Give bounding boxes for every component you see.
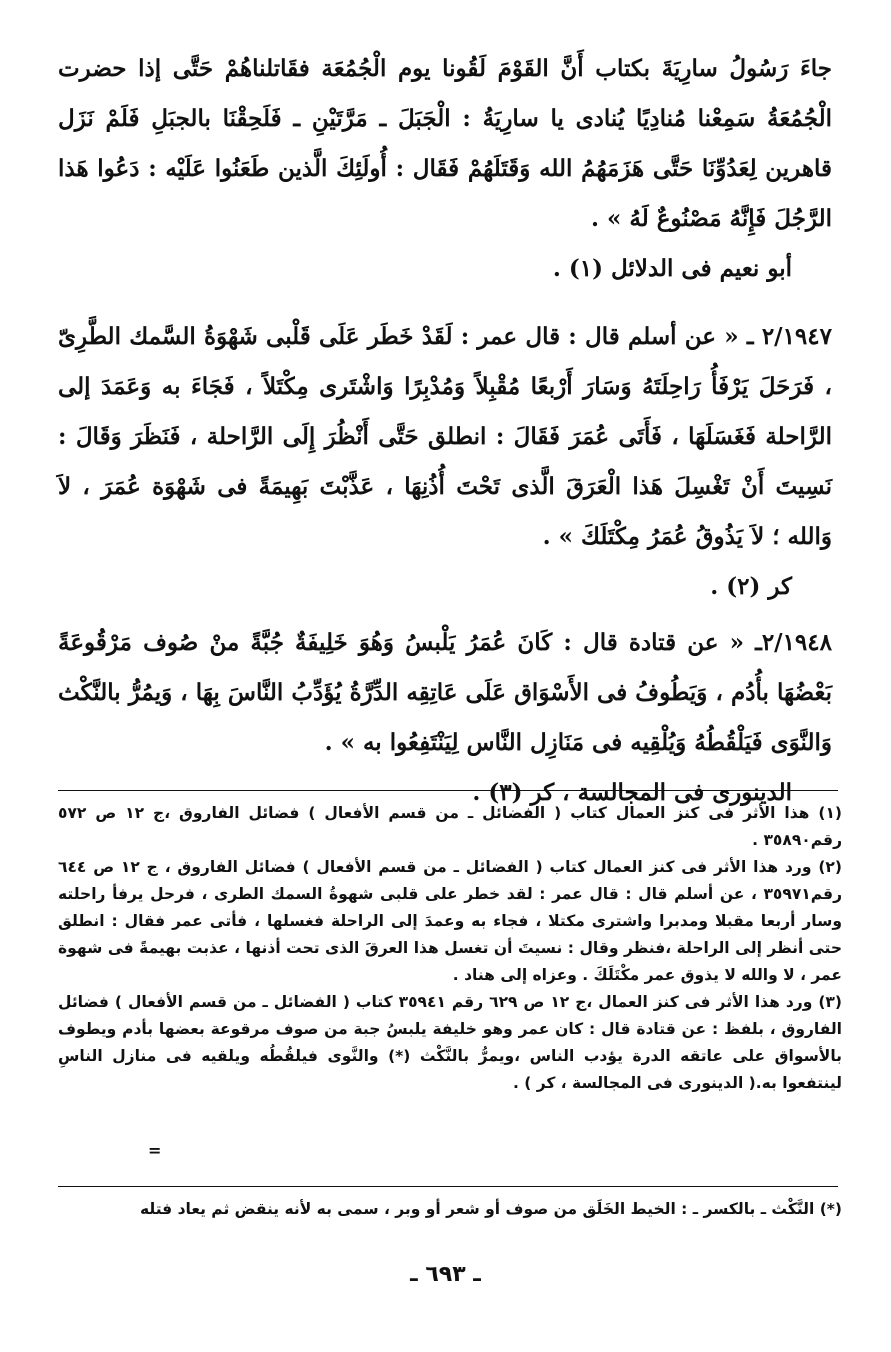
footnote-divider	[58, 790, 838, 791]
page-number: ـ ٦٩٣ ـ	[410, 1262, 481, 1287]
hadith-1948-paragraph: ٢/١٩٤٨ـ « عن قتادة قال : كَانَ عُمَرُ يَلْبسُ وَهُوَ خَلِيفَةٌ جُبَّةً منْ صُوف مَرْقُوعَةً بَعْضُهَا بأُدُم ، وَيَطُوفُ فى الأَسْوَاق عَلَى عَاتِقِه الدِّرَّةُ يُؤَدِّبُ النَّاسَ بِهَا ، وَيمُرُّ بالنَّكْث وَالنَّوَى فَيَلْقُطُهُ وَيُلْقِيه فى مَنَازِل النَّاس لِيَنْتَفِعُوا به » .	[58, 629, 832, 756]
hadith-source-line: كر (٢) .	[710, 573, 792, 600]
footnote-2: (٢) ورد هذا الأثر فى كنز العمال كتاب ( الفضائل ـ من قسم الأفعال ) فضائل الفاروق ، ج ١٢ ص ٦٤٤ رقم٣٥٩٧١ ، عن أسلم قال : قال عمر : لقد خطر على قلبى شهوةُ السمك الطرى ، فرحل يرفأ راحلته وسار أربعا مقبلا ومدبرا واشترى مكتلا ، فجاء به وعمدَ إلى الراحلة فغسلها ، فأتى عمر فقال : انطلق حتى أنظر إلى الراحلة ،فنظر وقال : نسيتَ أن تغسل هذا العرقَ الذى تحت أذنها ، عذبت بهيمةً فى شهوة عمر ، لا والله لا يذوق عمر مكْتَلَكَ . وعزاه إلى هناد .	[58, 858, 842, 984]
hadith-continuation-paragraph: جاءَ رَسُولُ سارِيَةَ بكتاب أَنَّ القَوْمَ لَقُونا يوم الْجُمُعَة فقَاتلناهُمْ حَتَّى إذا حضرت الْجُمُعَةُ سَمِعْنا مُنادِيًا يُنادى يا سارِيَةُ : الْجَبَلَ ـ مَرَّتَيْنِ ـ فَلَحِقْنَا بالجبَلِ فَلَمْ نَزَل قاهرين لِعَدُوِّنَا حَتَّى هَزَمَهُمُ الله وَقَتَلَهُمْ فَقَال : أُولَئِكَ الَّذين طَعَنُوا عَلَيْه : دَعُوا هَذا الرَّجُلَ فَإِنَّهُ مَصْنُوعٌ لَهُ » .	[58, 55, 832, 232]
footnotes	[58, 800, 842, 1097]
paragraph-spacer	[58, 294, 832, 312]
hadith-source-line: الدينورى فى المجالسة ، كر (٣) .	[472, 779, 792, 806]
footnote-3: (٣) ورد هذا الأثر فى كنز العمال ،ج ١٢ ص ٦٢٩ رقم ٣٥٩٤١ كتاب ( الفضائل ـ من قسم الأفعال ) فضائل الفاروق ، بلفظ : عن قتادة قال : كان عمر وهو خليفة يلبسُ جبة من صوف مرقوعة بعضها بأدم ويطوف بالأسواق على عاتقه الدرة يؤدب الناس ،ويمرُّ بالنَّكْث (*) والنَّوى فيلقُطُه ويلقيه فى منازل الناسِ لينتفعوا به.( الدينورى فى المجالسة ، كر ) .	[58, 993, 842, 1092]
footnote-1: (١) هذا الأثر فى كنز العمال كتاب ( الفضائل ـ من قسم الأفعال ) فضائل الفاروق ،ج ١٢ ص ٥٧٢ رقم٣٥٨٩٠ .	[58, 804, 842, 849]
star-note-divider	[58, 1186, 838, 1187]
stray-mark: =	[148, 1141, 162, 1160]
main-text	[58, 44, 832, 818]
hadith-1947-paragraph: ٢/١٩٤٧ ـ « عن أسلم قال : قال عمر : لَقَدْ خَطَر عَلَى قَلْبى شَهْوَةُ السَّمك الطَّرِىّ ، فَرَحَلَ يَرْفَأُ رَاحِلَتَهُ وَسَارَ أَرْبعًا مُقْبِلاً وَمُدْبِرًا وَاشْتَرى مِكْتَلاً ، فَجَاءَ به وَعَمَدَ إلى الرَّاحلة فَغَسَلَهَا ، فَأَتَى عُمَرَ فَقَالَ : انطلق حَتَّى أَنْظُرَ إِلَى الرَّاحلة ، فَنَظَرَ وَقَالَ : نَسِيتَ أَنْ تَغْسِلَ هَذا الْعَرَقَ الَّذى تَحْتَ أُذُنِهَا ، عَذَّبْتَ بَهِيمَةً فى شَهْوَة عُمَرَ ، لاَ وَالله ؛ لاَ يَذُوقُ عُمَرُ مِكْتَلَكَ » .	[58, 323, 832, 550]
star-note: (*) النَّكْث ـ بالكسر ـ : الخيط الخَلَق من صوف أو شعر أو وبر ، سمى به لأنه ينقض ثم يعاد فتله	[139, 1200, 842, 1218]
hadith-source-line: أبو نعيم فى الدلائل (١) .	[552, 255, 792, 282]
